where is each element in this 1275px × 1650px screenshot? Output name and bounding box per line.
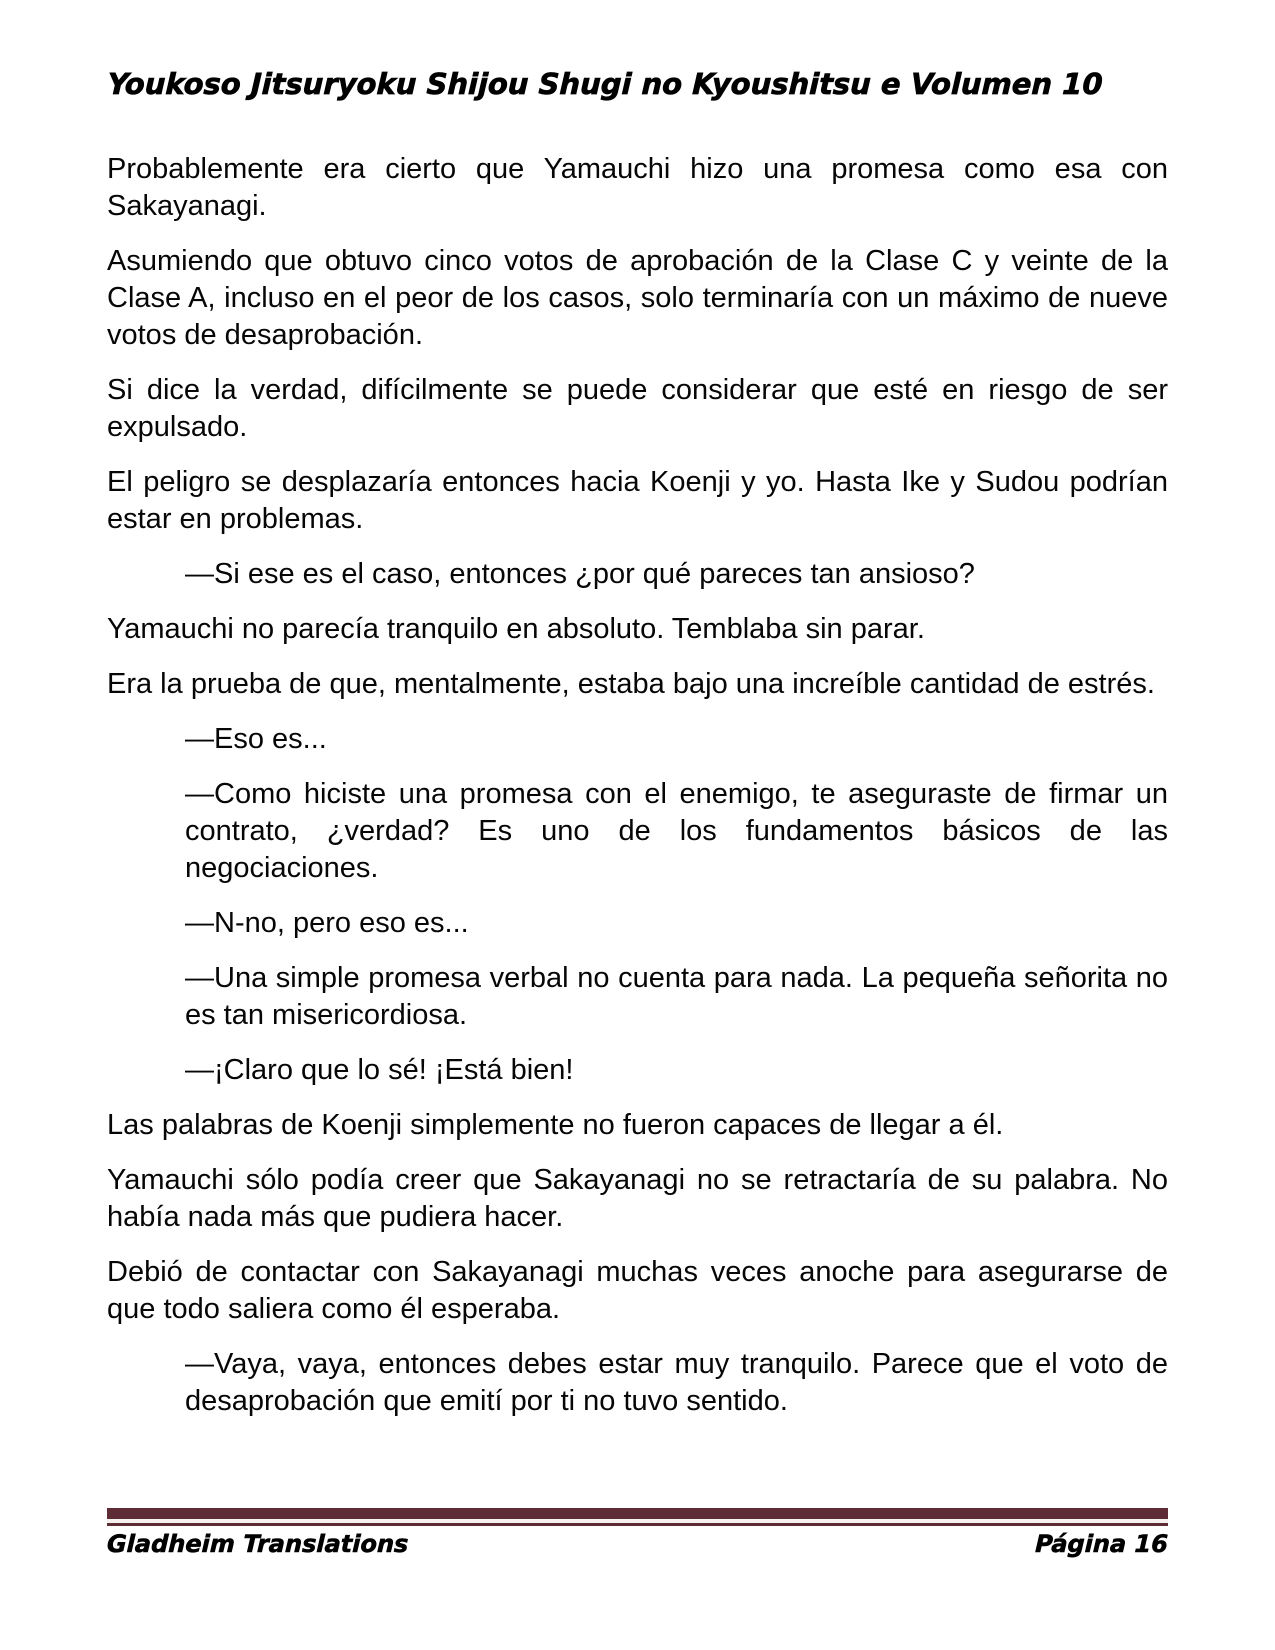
dialogue-paragraph: —¡Claro que lo sé! ¡Está bien! xyxy=(185,1054,574,1086)
page-header-title: Youkoso Jitsuryoku Shijou Shugi no Kyoushitsu e Volumen 10 xyxy=(107,67,1104,101)
paragraph: Asumiendo que obtuvo cinco votos de aprobación de la Clase C y veinte de la Clase A, incluso en el peor de los casos, solo terminaría con un máximo de nueve votos de desaprobación. xyxy=(107,245,1168,351)
paragraph: Era la prueba de que, mentalmente, estaba bajo una increíble cantidad de estrés. xyxy=(107,668,1155,700)
paragraph: Debió de contactar con Sakayanagi muchas veces anoche para asegurarse de que todo saliera como él esperaba. xyxy=(107,1256,1168,1325)
dialogue-paragraph: —Vaya, vaya, entonces debes estar muy tranquilo. Parece que el voto de desaprobación que emití por ti no tuvo sentido. xyxy=(185,1348,1168,1417)
dialogue-paragraph: —N-no, pero eso es... xyxy=(185,907,469,939)
paragraph: Probablemente era cierto que Yamauchi hizo una promesa como esa con Sakayanagi. xyxy=(107,153,1168,222)
paragraph: Yamauchi sólo podía creer que Sakayanagi no se retractaría de su palabra. No había nada más que pudiera hacer. xyxy=(107,1164,1168,1233)
paragraph: Las palabras de Koenji simplemente no fueron capaces de llegar a él. xyxy=(107,1109,1004,1141)
footer-divider xyxy=(107,1508,1168,1526)
dialogue-paragraph: —Eso es... xyxy=(185,723,327,755)
page-number: Página 16 xyxy=(1034,1530,1169,1558)
paragraph: El peligro se desplazaría entonces hacia Koenji y yo. Hasta Ike y Sudou podrían estar en problemas. xyxy=(107,466,1168,535)
page-content xyxy=(107,0,1168,1438)
dialogue-paragraph: —Si ese es el caso, entonces ¿por qué pareces tan ansioso? xyxy=(185,558,975,590)
dialogue-paragraph: —Como hiciste una promesa con el enemigo, te aseguraste de firmar un contrato, ¿verdad? Es uno de los fundamentos básicos de las negociaciones. xyxy=(185,778,1168,884)
footer-text-row xyxy=(106,1529,1168,1559)
page-footer xyxy=(107,1508,1168,1559)
paragraph: Yamauchi no parecía tranquilo en absoluto. Temblaba sin parar. xyxy=(107,613,925,645)
paragraph: Si dice la verdad, difícilmente se puede considerar que esté en riesgo de ser expulsado. xyxy=(107,374,1168,443)
dialogue-paragraph: —Una simple promesa verbal no cuenta para nada. La pequeña señorita no es tan misericordiosa. xyxy=(185,962,1168,1031)
body-text xyxy=(107,151,1168,1420)
translator-credit: Gladheim Translations xyxy=(106,1530,409,1558)
